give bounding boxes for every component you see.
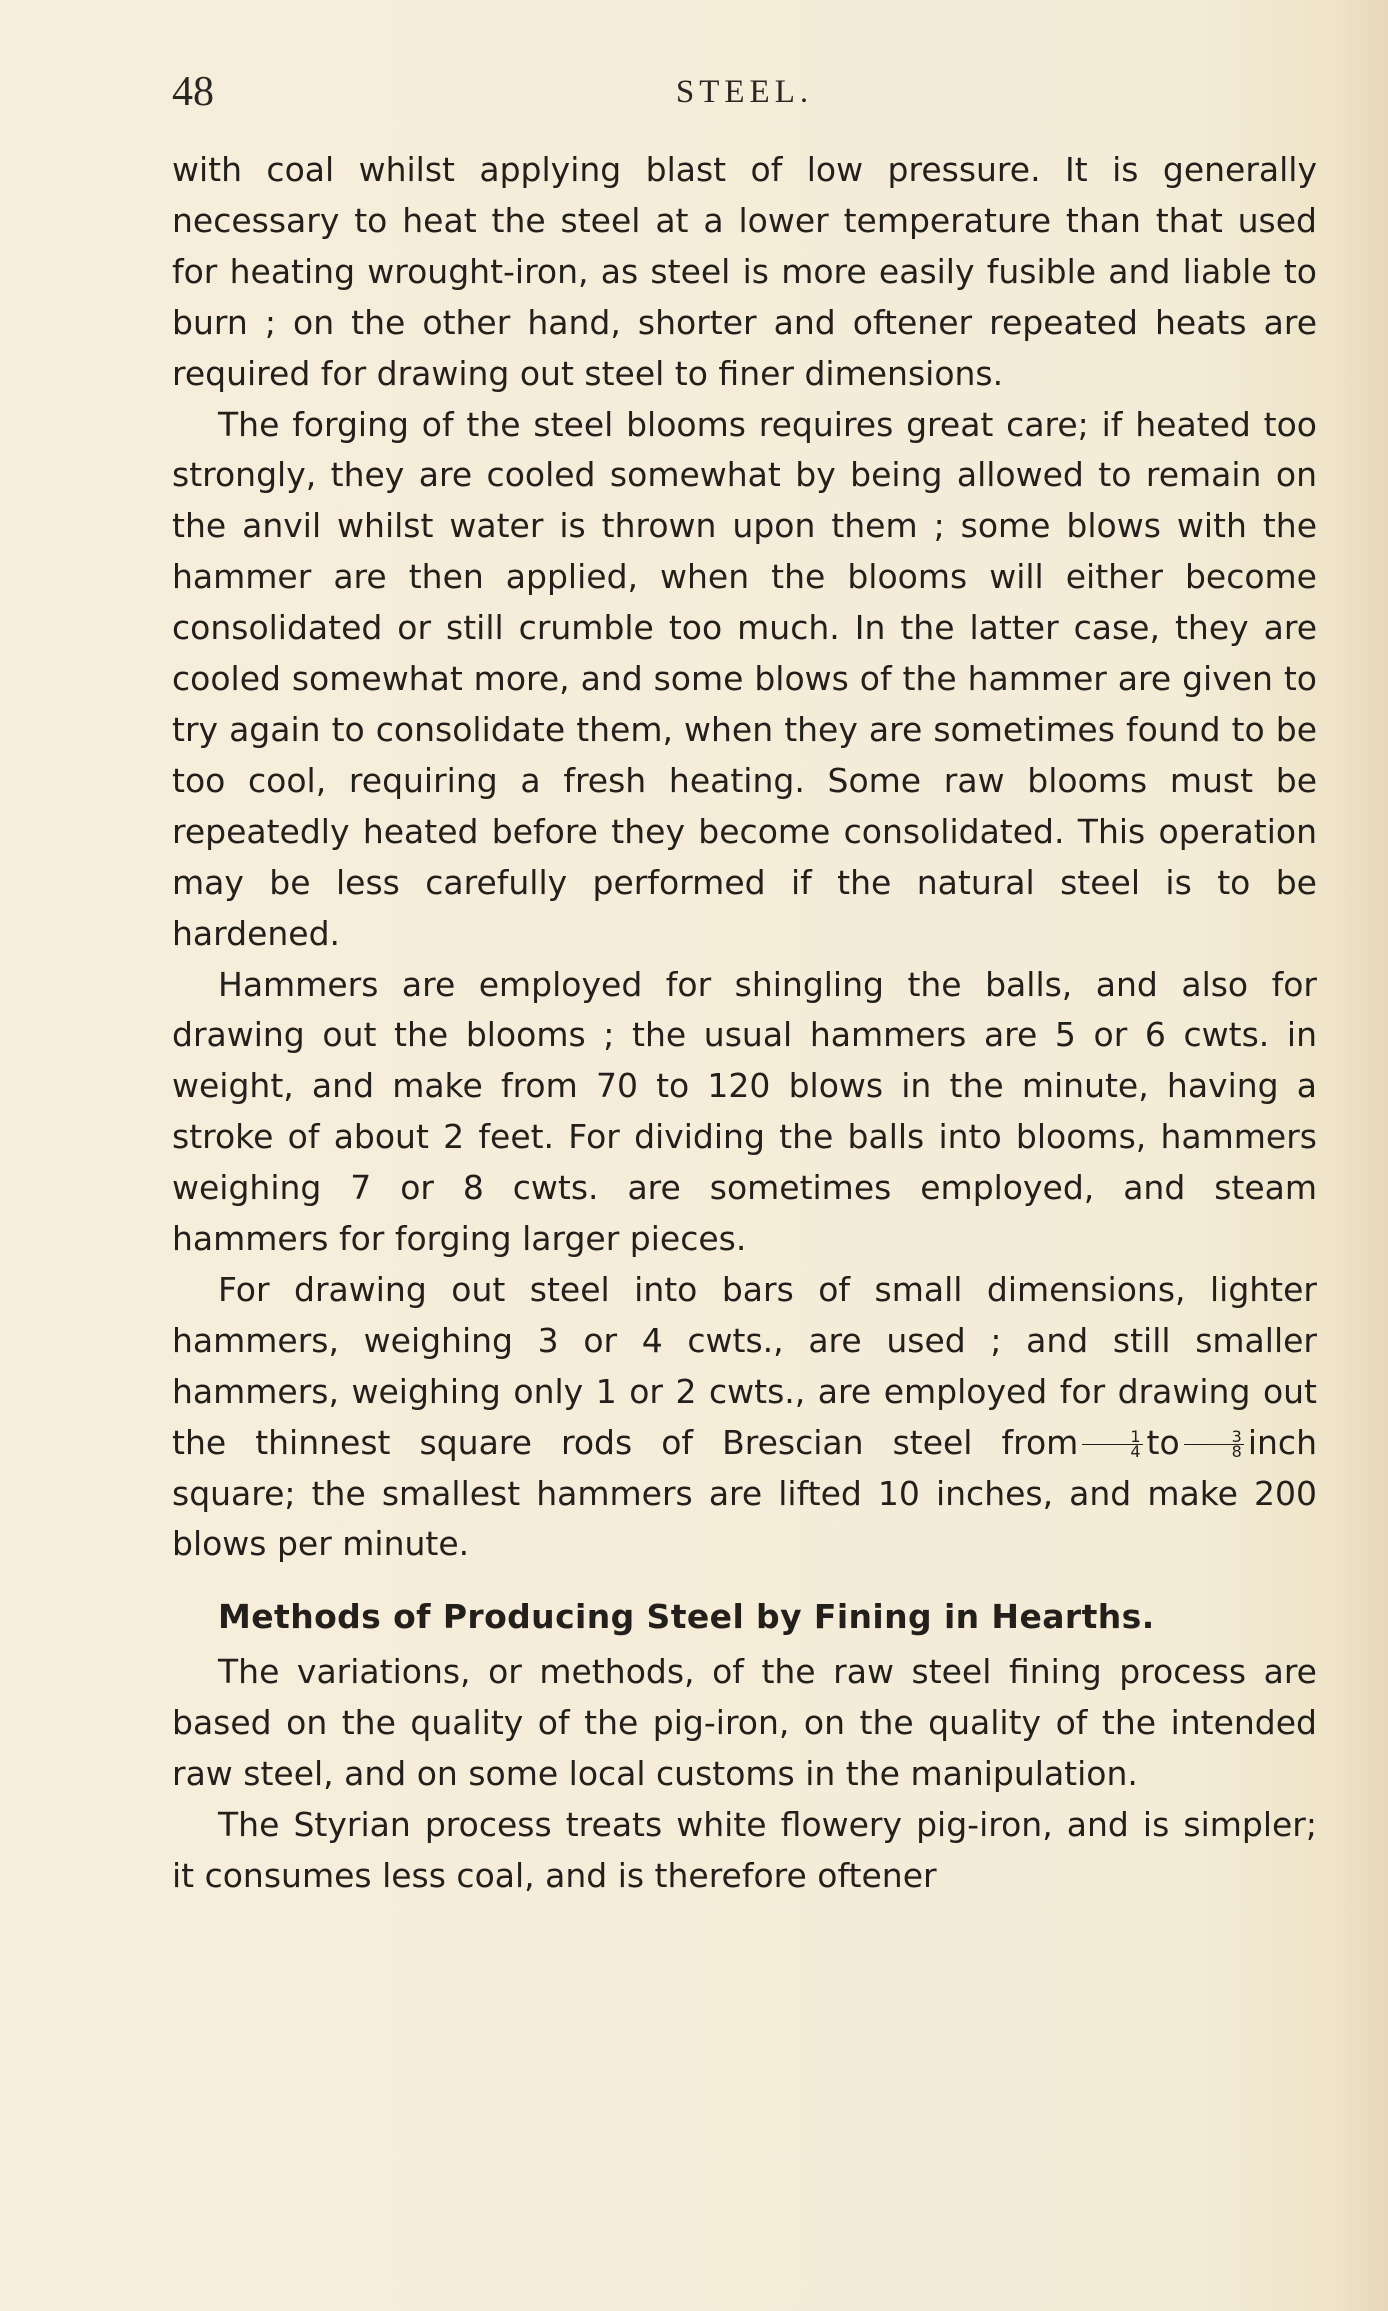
paragraph-styrian-process: The Styrian process treats white flowery pig-iron, and is simpler; it consumes less coal, and is therefore oftener	[172, 1805, 1317, 1895]
paragraph-continued: with coal whilst applying blast of low pressure. It is generally necessary to heat the steel at a lower temperature than that used for heating wrought-iron, as steel is more easily fusible and liable to burn ; on the other hand, shorter and oftener repeated heats are required for drawing out steel to finer dimensions.	[172, 150, 1317, 393]
drawing-out-text-start: For drawing out steel into bars of small dimensions, lighter hammers, weighing 3 or 4 cwts., are used ; and still smaller hammers, weighing only 1 or 2 cwts., are employed for drawing out the thinnest square rods of Brescian steel from	[172, 1269, 1317, 1462]
paragraph-hammers: Hammers are employed for shingling the balls, and also for drawing out the blooms ; the usual hammers are 5 or 6 cwts. in weight, and make from 70 to 120 blows in the minute, having a stroke of about 2 feet. For dividing the balls into blooms, hammers weighing 7 or 8 cwts. are sometimes employed, and steam hammers for forging larger pieces.	[172, 964, 1317, 1259]
drawing-out-text-end: inch square; the smallest hammers are lifted 10 inches, and make 200 blows per minute.	[172, 1422, 1317, 1564]
fraction-one-quarter	[1082, 1426, 1142, 1461]
fraction-denominator: 4	[1130, 1441, 1141, 1461]
fraction-connector: to	[1146, 1422, 1180, 1462]
running-head: STEEL.	[675, 74, 814, 110]
paragraph-drawing-out	[172, 1265, 1317, 1570]
section-heading: Methods of Producing Steel by Fining in Hearths.	[218, 1597, 1155, 1637]
page-header	[172, 62, 1317, 122]
body-text	[172, 145, 1317, 1902]
paragraph-forging: The forging of the steel blooms requires great care; if heated too strongly, they are cooled somewhat by being allowed to remain on the anvil whilst water is thrown upon them ; some blows with the hammer are then applied, when the blooms will either become consolidated or still crumble too much. In the latter case, they are cooled somewhat more, and some blows of the hammer are given to try again to consolidate them, when they are sometimes found to be too cool, requiring a fresh heating. Some raw blooms must be repeatedly heated before they become consolidated. This operation may be less carefully performed if the natural steel is to be hardened.	[172, 404, 1317, 953]
page-number: 48	[172, 69, 214, 115]
fraction-numerator: 1	[1082, 1430, 1142, 1445]
fraction-numerator: 3	[1184, 1430, 1244, 1445]
fraction-denominator: 8	[1231, 1441, 1242, 1461]
fraction-three-eighths	[1184, 1426, 1244, 1461]
paragraph-variations: The variations, or methods, of the raw steel fining process are based on the quality of the pig-iron, on the quality of the intended raw steel, and on some local customs in the manipulation.	[172, 1652, 1317, 1794]
